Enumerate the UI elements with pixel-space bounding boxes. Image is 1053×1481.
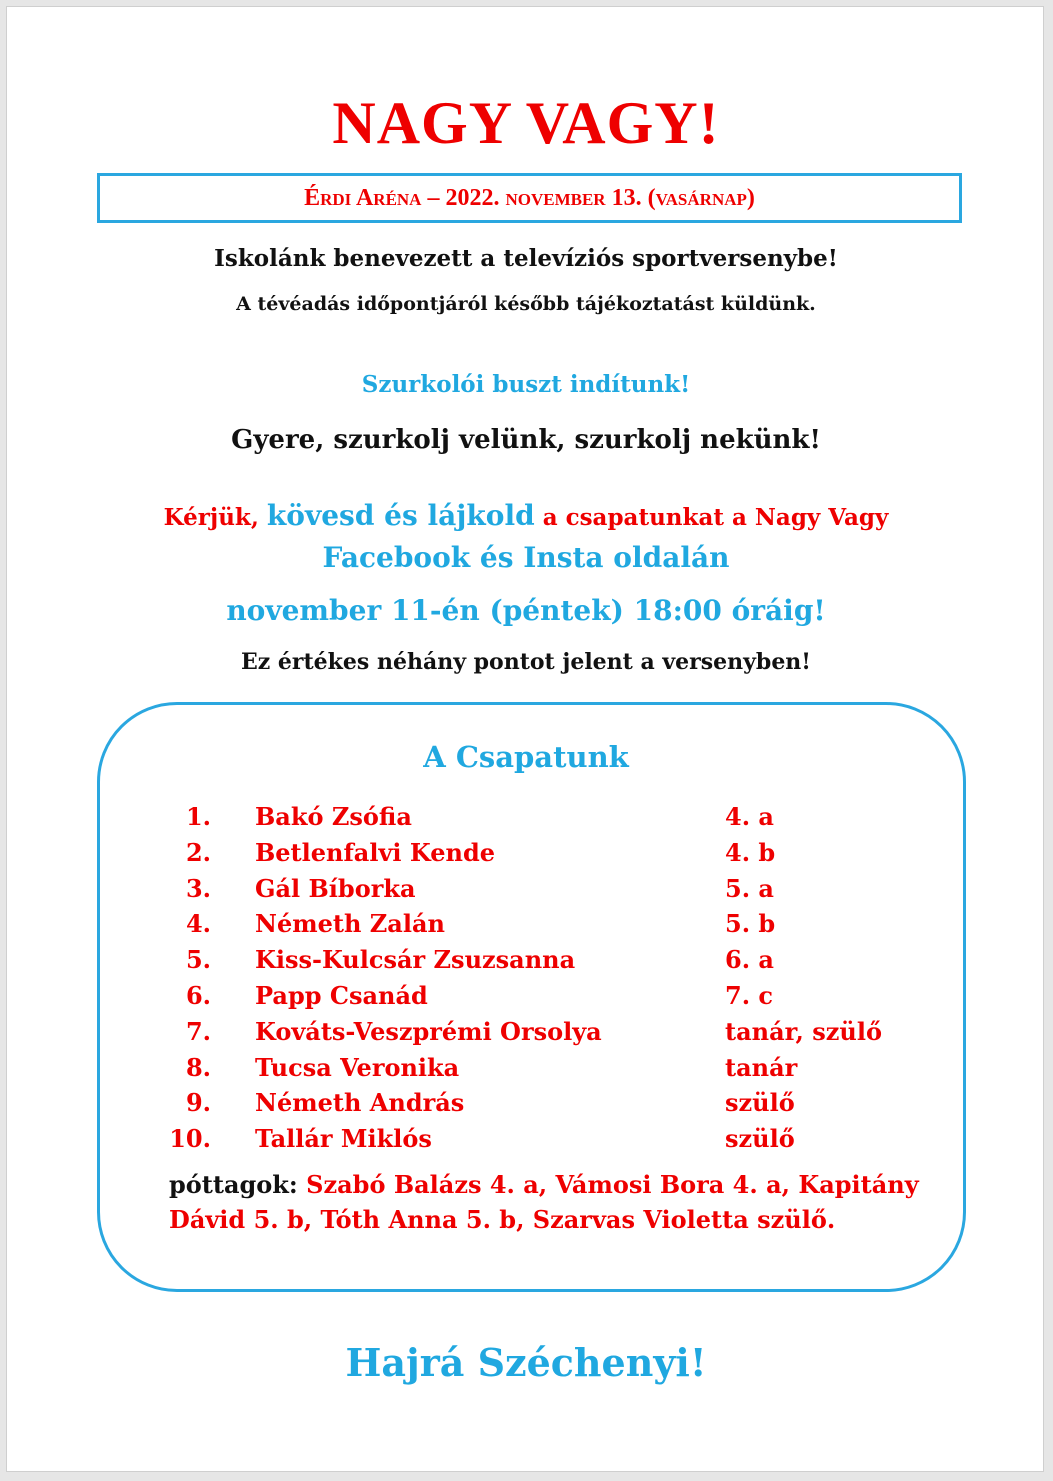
- member-name: Tallár Miklós: [255, 1124, 432, 1154]
- member-class: 5. a: [725, 873, 774, 903]
- member-number: 4.: [185, 909, 211, 939]
- member-class: 5. b: [725, 909, 776, 939]
- substitutes-names: Szabó Balázs 4. a, Vámosi Bora 4. a, Kapitány Dávid 5. b, Tóth Anna 5. b, Szarvas Violetta szülő.: [169, 1170, 919, 1234]
- member-name: Németh András: [255, 1088, 465, 1118]
- page-title: NAGY VAGY!: [332, 90, 720, 156]
- points-note: Ez értékes néhány pontot jelent a versenyben!: [241, 649, 811, 675]
- member-number: 1.: [185, 802, 211, 831]
- member-name: Németh Zalán: [255, 909, 445, 939]
- member-name: Kováts-Veszprémi Orsolya: [255, 1016, 602, 1046]
- member-class: 7. c: [725, 981, 774, 1010]
- follow-part-2: kövesd és lájkold: [266, 499, 535, 532]
- member-class: 6. a: [725, 945, 774, 975]
- member-number: 8.: [185, 1052, 211, 1082]
- follow-part-3: a csapatunkat a Nagy Vagy: [542, 504, 889, 531]
- member-number: 5.: [185, 945, 211, 975]
- member-class: szülő: [725, 1124, 795, 1154]
- venue-date-box: Érdi Aréna – 2022. november 13. (vasárnap): [97, 173, 962, 223]
- member-class: szülő: [725, 1088, 795, 1118]
- member-name: Kiss-Kulcsár Zsuzsanna: [255, 945, 576, 975]
- member-number: 7.: [185, 1016, 211, 1046]
- bus-heading: Szurkolói buszt indítunk!: [361, 371, 691, 398]
- member-number: 2.: [185, 837, 211, 867]
- cheer-line: Gyere, szurkolj velünk, szurkolj nekünk!: [231, 425, 821, 455]
- member-number: 3.: [185, 873, 211, 903]
- member-name: Betlenfalvi Kende: [255, 837, 495, 867]
- footer-slogan: Hajrá Széchenyi!: [345, 1340, 707, 1385]
- member-name: Tucsa Veronika: [255, 1052, 460, 1082]
- deadline-line: november 11-én (péntek) 18:00 óráig!: [226, 594, 826, 627]
- member-name: Bakó Zsófia: [255, 802, 412, 831]
- substitutes-label: póttagok:: [169, 1170, 298, 1199]
- follow-part-1: Kérjük,: [163, 504, 259, 531]
- member-class: tanár, szülő: [725, 1016, 882, 1046]
- member-class: 4. a: [725, 802, 774, 831]
- member-class: tanár: [725, 1052, 798, 1082]
- follow-line-2: Facebook és Insta oldalán: [322, 541, 730, 574]
- member-number: 10.: [169, 1124, 211, 1154]
- member-name: Gál Bíborka: [255, 873, 416, 903]
- member-number: 9.: [185, 1088, 211, 1118]
- member-name: Papp Csanád: [255, 981, 428, 1010]
- document-page: [6, 6, 1044, 1472]
- member-class: 4. b: [725, 837, 776, 867]
- substitutes: [169, 1167, 959, 1237]
- intro-line-2: A tévéadás időpontjáról később tájékoztatást küldünk.: [236, 293, 816, 315]
- team-heading: A Csapatunk: [423, 740, 629, 774]
- member-number: 6.: [185, 981, 211, 1010]
- intro-line-1: Iskolánk benevezett a televíziós sportversenybe!: [214, 245, 838, 272]
- follow-line: [7, 499, 1045, 532]
